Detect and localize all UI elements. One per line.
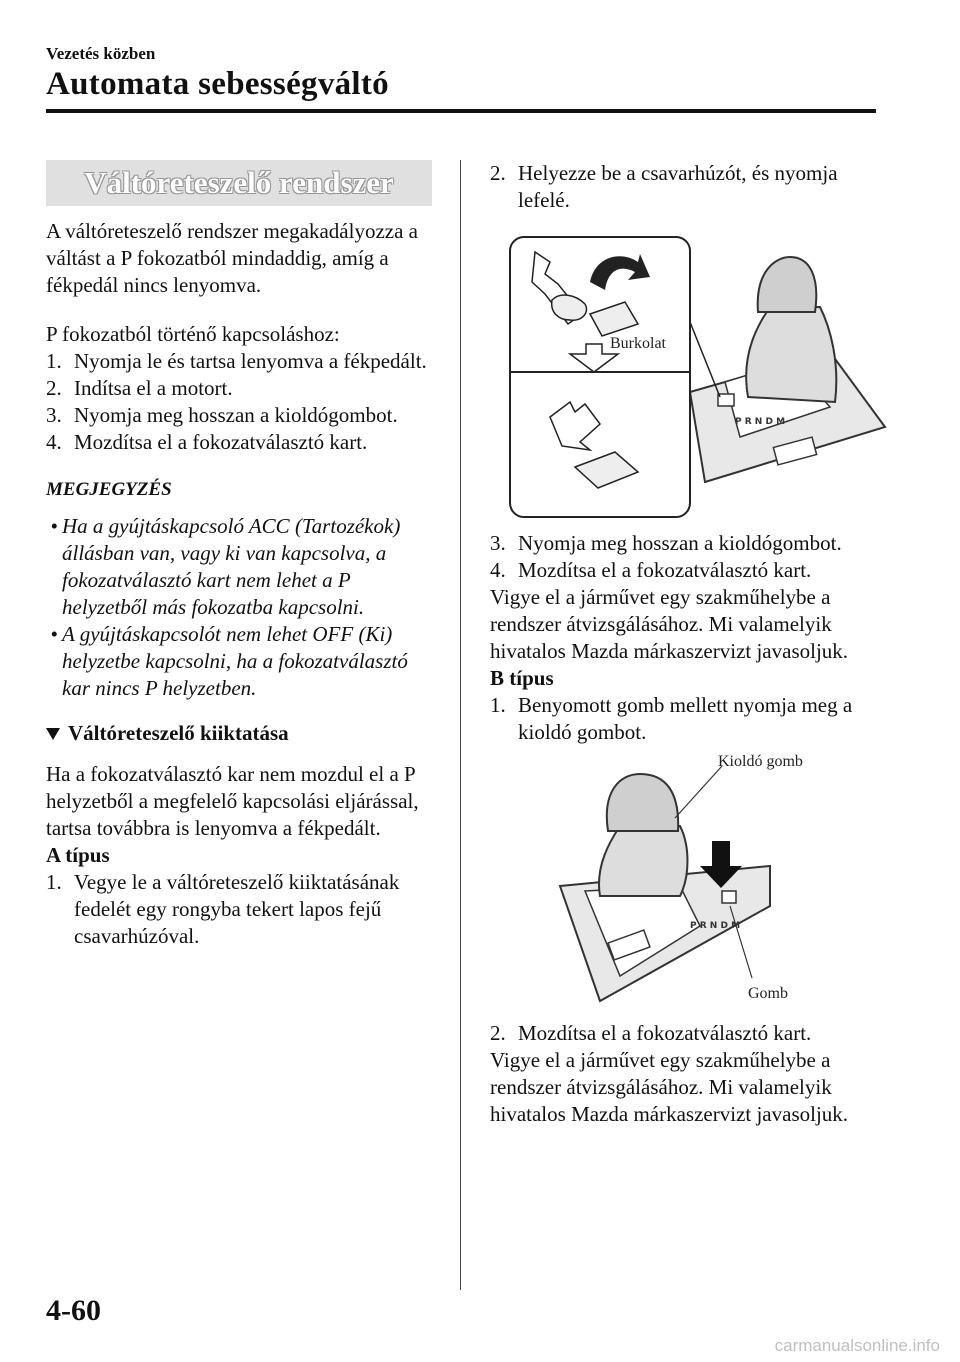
svg-text:P R N D M: P R N D M xyxy=(735,417,786,427)
note-heading: MEGJEGYZÉS xyxy=(46,479,172,500)
chapter-label: Vezetés közben xyxy=(46,44,156,63)
step-3: 3. Nyomja meg hosszan a kioldógombot. xyxy=(46,403,398,427)
type-a-step-3: 3. Nyomja meg hosszan a kioldógombot. xyxy=(490,531,842,555)
service-paragraph-b: Vigye el a járművet egy szakműhelybe a rendszer átvizsgálásához. Mi valamelyik hivatalos Mazda márkaszervizt javasoljuk. xyxy=(490,1048,849,1126)
note-item: • Ha a gyújtáskapcsoló ACC (Tartozékok) állásban van, vagy ki van kapcsolva, a fokozatválasztó kart nem lehet a P helyzetből más fokozatba kapcsolni. xyxy=(50,514,401,619)
type-b-heading: B típus xyxy=(490,666,554,690)
type-a-step-4: 4. Mozdítsa el a fokozatválasztó kart. xyxy=(490,558,812,582)
type-b-step-2: 2. Mozdítsa el a fokozatválasztó kart. xyxy=(490,1021,812,1045)
figure-type-b xyxy=(490,746,890,1006)
note-item: • A gyújtáskapcsolót nem lehet OFF (Ki) helyzetbe kapcsolni, ha a fokozatválasztó kar nincs P helyzetben. xyxy=(50,622,408,700)
step-4: 4. Mozdítsa el a fokozatválasztó kart. xyxy=(46,430,368,454)
column-divider xyxy=(460,160,461,1290)
section-banner: Váltóreteszelő rendszer xyxy=(46,160,432,206)
type-a-step-2: 2. Helyezze be a csavarhúzót, és nyomja lefelé. xyxy=(490,161,838,212)
figure-label-release-button: Kioldó gomb xyxy=(718,753,803,770)
service-paragraph-a: Vigye el a járművet egy szakműhelybe a rendszer átvizsgálásához. Mi valamelyik hivatalos Mazda márkaszervizt javasoljuk. xyxy=(490,585,849,663)
figure-type-a xyxy=(490,232,890,522)
shift-lock-cover-illustration xyxy=(490,232,890,522)
triangle-bullet-icon xyxy=(46,728,60,740)
page-title: Automata sebességváltó xyxy=(46,66,389,102)
figure-label-button: Gomb xyxy=(748,985,788,1002)
intro-paragraph: A váltóreteszelő rendszer megakadályozza a váltást a P fokozatból mindaddig, amíg a fékpedál nincs lenyomva. xyxy=(46,219,418,297)
type-a-heading: A típus xyxy=(46,843,110,867)
svg-text:P R N D M: P R N D M xyxy=(690,921,741,931)
release-button-illustration xyxy=(490,746,890,1006)
figure-label-cover: Burkolat xyxy=(610,335,666,352)
step-2: 2. Indítsa el a motort. xyxy=(46,376,233,400)
override-subheading: Váltóreteszelő kiiktatása xyxy=(46,720,436,747)
from-p-label: P fokozatból történő kapcsoláshoz: xyxy=(46,322,340,346)
left-column xyxy=(46,160,436,950)
override-paragraph: Ha a fokozatválasztó kar nem mozdul el a P helyzetből a megfelelő kapcsolási eljárással, tartsa továbbra is lenyomva a fékpedált. xyxy=(46,762,419,840)
right-column xyxy=(490,160,890,1128)
header-rule xyxy=(46,109,876,113)
type-b-step-1: 1. Benyomott gomb mellett nyomja meg a kioldó gombot. xyxy=(490,693,853,744)
watermark: carmanualsonline.info xyxy=(774,1336,940,1355)
type-a-step-1: 1. Vegye le a váltóreteszelő kiiktatásának fedelét egy rongyba tekert lapos fejű csavarhúzóval. xyxy=(46,870,400,948)
step-1: 1. Nyomja le és tartsa lenyomva a fékpedált. xyxy=(46,349,427,373)
page-number: 4-60 xyxy=(46,1294,101,1327)
